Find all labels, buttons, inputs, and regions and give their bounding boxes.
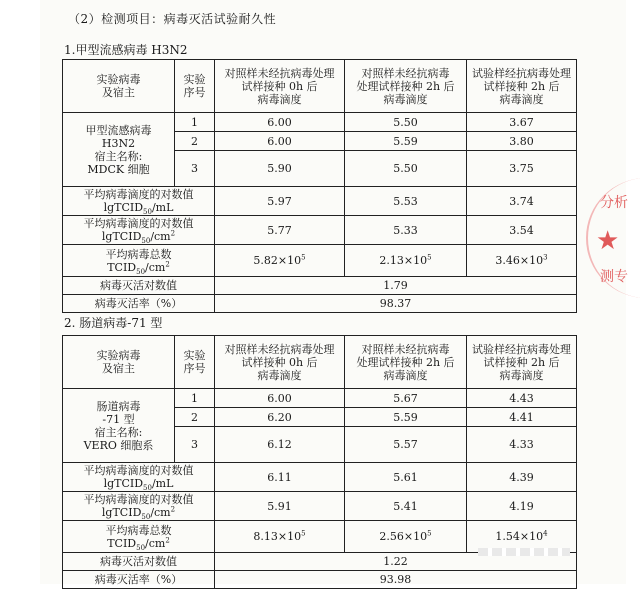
value-test-2h: 3.67 <box>467 113 577 132</box>
row-label: 病毒灭活对数值 <box>63 277 215 295</box>
value-control-2h: 5.50 <box>345 113 467 132</box>
header-virus-host: 实验病毒 及宿主 <box>63 60 175 113</box>
table-subtitle: 1.甲型流感病毒 H3N2 <box>64 43 188 57</box>
table-row <box>63 113 577 132</box>
value-test-2h: 4.19 <box>467 492 577 521</box>
header-control-2h: 对照样未经抗病毒 处理试样接种 2h 后 病毒滴度 <box>345 336 467 389</box>
value-control-2h: 5.33 <box>345 216 467 245</box>
row-label: 病毒灭活对数值 <box>63 553 215 571</box>
star-icon: ★ <box>596 226 620 256</box>
value-test-2h: 4.41 <box>467 408 577 427</box>
merged-value: 93.98 <box>215 571 577 589</box>
value-control-2h: $2.13\times 10^5$ <box>345 245 467 277</box>
header-control-0h: 对照样未经抗病毒处理 试样接种 0h 后 病毒滴度 <box>215 60 345 113</box>
value-control-2h: 5.59 <box>345 408 467 427</box>
value-control-0h: 6.00 <box>215 113 345 132</box>
value-control-2h: 5.50 <box>345 151 467 187</box>
value-control-2h: 5.41 <box>345 492 467 521</box>
value-control-0h: 6.20 <box>215 408 345 427</box>
value-control-2h: 5.57 <box>345 427 467 463</box>
value-control-2h: 5.59 <box>345 132 467 151</box>
avg-log-cm2-row <box>63 492 577 521</box>
seq-cell: 1 <box>175 113 215 132</box>
seq-cell: 3 <box>175 427 215 463</box>
host-cell: 肠道病毒 -71 型 宿主名称: VERO 细胞系 <box>63 389 175 463</box>
row-label: 病毒灭活率（%） <box>63 571 215 589</box>
value-control-0h: $5.82\times 10^5$ <box>215 245 345 277</box>
row-label: 平均病毒滴度的对数值 lgTCID$_{50}$/mL <box>63 463 215 492</box>
seq-cell: 1 <box>175 389 215 408</box>
avg-log-ml-row <box>63 463 577 492</box>
value-control-0h: 5.97 <box>215 187 345 216</box>
table-row <box>63 389 577 408</box>
row-label: 病毒灭活率（%） <box>63 295 215 313</box>
avg-log-ml-row <box>63 187 577 216</box>
value-control-0h: $8.13\times 10^5$ <box>215 521 345 553</box>
avg-total-row <box>63 245 577 277</box>
value-test-2h: 4.33 <box>467 427 577 463</box>
header-seq: 实验 序号 <box>175 60 215 113</box>
header-test-2h: 试验样经抗病毒处理 试样接种 2h 后 病毒滴度 <box>467 336 577 389</box>
watermark <box>478 548 570 556</box>
value-control-2h: $2.56\times 10^5$ <box>345 521 467 553</box>
value-control-0h: 5.77 <box>215 216 345 245</box>
header-control-0h: 对照样未经抗病毒处理 试样接种 0h 后 病毒滴度 <box>215 336 345 389</box>
stamp-text-bottom: 测专 <box>600 269 628 285</box>
inactivation-rate-row <box>63 571 577 589</box>
value-test-2h: $1.54\times 10^4$ <box>467 521 577 553</box>
merged-value: 98.37 <box>215 295 577 313</box>
value-control-0h: 6.12 <box>215 427 345 463</box>
seq-cell: 3 <box>175 151 215 187</box>
value-control-0h: 6.00 <box>215 389 345 408</box>
merged-value: 1.79 <box>215 277 577 295</box>
avg-log-cm2-row <box>63 216 577 245</box>
value-control-0h: 5.91 <box>215 492 345 521</box>
value-test-2h: 4.43 <box>467 389 577 408</box>
virus-inactivation-table <box>62 59 577 313</box>
row-label: 平均病毒滴度的对数值 $lgTCID_{50}/cm^2$ <box>63 216 215 245</box>
value-control-0h: 5.90 <box>215 151 345 187</box>
value-test-2h: $3.46\times 10^3$ <box>467 245 577 277</box>
header-control-2h: 对照样未经抗病毒 处理试样接种 2h 后 病毒滴度 <box>345 60 467 113</box>
value-control-0h: 6.11 <box>215 463 345 492</box>
host-cell: 甲型流感病毒 H3N2 宿主名称: MDCK 细胞 <box>63 113 175 187</box>
seq-cell: 2 <box>175 132 215 151</box>
section-heading: （2）检测项目：病毒灭活试验耐久性 <box>68 12 277 26</box>
header-seq: 实验 序号 <box>175 336 215 389</box>
merged-value: 1.22 <box>215 553 577 571</box>
row-label: 平均病毒滴度的对数值 $lgTCID_{50}/cm^2$ <box>63 492 215 521</box>
header-test-2h: 试验样经抗病毒处理 试样接种 2h 后 病毒滴度 <box>467 60 577 113</box>
value-control-2h: 5.67 <box>345 389 467 408</box>
row-label: 平均病毒总数 $TCID_{50}/cm^2$ <box>63 245 215 277</box>
value-test-2h: 3.54 <box>467 216 577 245</box>
inactivation-rate-row <box>63 295 577 313</box>
header-virus-host: 实验病毒 及宿主 <box>63 336 175 389</box>
seq-cell: 2 <box>175 408 215 427</box>
value-test-2h: 3.80 <box>467 132 577 151</box>
row-label: 平均病毒总数 $TCID_{50}/cm^2$ <box>63 521 215 553</box>
value-test-2h: 4.39 <box>467 463 577 492</box>
value-test-2h: 3.74 <box>467 187 577 216</box>
value-test-2h: 3.75 <box>467 151 577 187</box>
value-control-2h: 5.61 <box>345 463 467 492</box>
row-label: 平均病毒滴度的对数值 lgTCID$_{50}$/mL <box>63 187 215 216</box>
stamp-text-top: 分析 <box>600 195 628 211</box>
inactivation-log-row <box>63 277 577 295</box>
table-subtitle: 2. 肠道病毒-71 型 <box>64 316 163 330</box>
value-control-2h: 5.53 <box>345 187 467 216</box>
red-stamp <box>592 178 640 298</box>
value-control-0h: 6.00 <box>215 132 345 151</box>
